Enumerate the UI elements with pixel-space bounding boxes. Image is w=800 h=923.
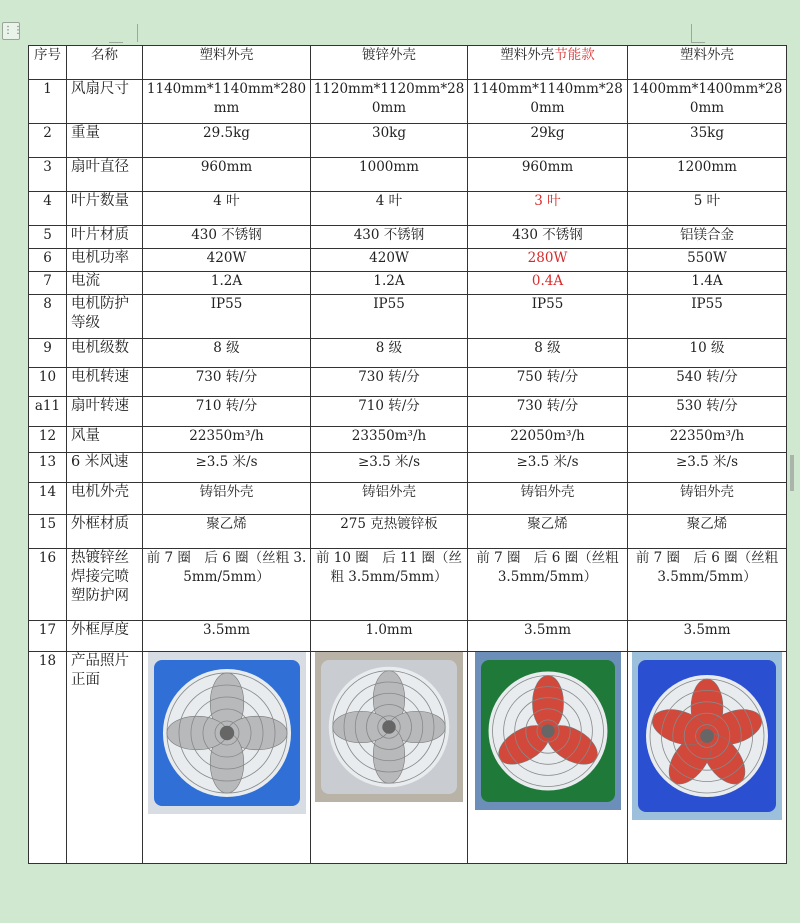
photo-cell [468,652,628,864]
spec-cell: 3.5mm [628,621,787,652]
spec-cell: 430 不锈钢 [143,226,311,249]
header-col: 塑料外壳 [628,46,787,80]
spec-cell: 275 克热镀锌板 [311,515,468,549]
header-col: 镀锌外壳 [311,46,468,80]
header-name: 名称 [67,46,143,80]
spec-cell: 29.5kg [143,124,311,158]
spec-cell: 前 7 圈 后 6 圈（丝粗 3.5mm/5mm） [468,549,628,621]
spec-cell: 1140mm*1140mm*280mm [468,80,628,124]
crop-mark [691,24,706,42]
spec-cell: 10 级 [628,339,787,368]
table-row [29,226,787,249]
spec-cell: 1140mm*1140mm*280mm [143,80,311,124]
spec-cell: 1400mm*1400mm*280mm [628,80,787,124]
spec-cell: 前 7 圈 后 6 圈（丝粗 3.5mm/5mm） [628,549,787,621]
spec-cell: 22350m³/h [628,427,787,453]
green-plastic-fan-photo [470,652,625,810]
spec-cell: 5 叶 [628,192,787,226]
row-index: 4 [29,192,67,226]
spec-cell: 8 级 [468,339,628,368]
spec-cell: ≥3.5 米/s [468,453,628,483]
row-name: 电机外壳 [67,483,143,515]
photo-row [29,652,787,864]
row-name: 风量 [67,427,143,453]
spec-cell: 35kg [628,124,787,158]
spec-cell: 铝镁合金 [628,226,787,249]
header-index: 序号 [29,46,67,80]
row-index: 1 [29,80,67,124]
spec-cell: IP55 [468,295,628,339]
row-index: 6 [29,249,67,272]
table-row [29,339,787,368]
spec-cell: 4 叶 [143,192,311,226]
photo-cell [311,652,468,864]
crop-mark [691,42,705,43]
drag-handle-icon[interactable]: ⋮⋮ [2,22,20,40]
spec-cell: 22350m³/h [143,427,311,453]
row-name: 电机功率 [67,249,143,272]
table-row [29,427,787,453]
row-name: 热镀锌丝焊接完喷塑防护网 [67,549,143,621]
row-name: 6 米风速 [67,453,143,483]
row-index: 18 [29,652,67,864]
spec-cell: 1.2A [143,272,311,295]
spec-cell: 730 转/分 [311,368,468,397]
spec-cell: 29kg [468,124,628,158]
table-row [29,80,787,124]
spec-cell: ≥3.5 米/s [311,453,468,483]
row-name: 扇叶转速 [67,397,143,427]
spec-table [28,45,787,864]
spec-cell: 710 转/分 [143,397,311,427]
spec-cell: 420W [311,249,468,272]
row-name: 电机级数 [67,339,143,368]
row-name: 电流 [67,272,143,295]
row-index: 9 [29,339,67,368]
spec-cell: 23350m³/h [311,427,468,453]
spec-cell: 730 转/分 [143,368,311,397]
spec-cell: 前 10 圈 后 11 圈（丝粗 3.5mm/5mm） [311,549,468,621]
header-col: 塑料外壳节能款 [468,46,628,80]
spec-cell: 铸铝外壳 [143,483,311,515]
blue-plastic-fan-photo [145,652,308,814]
spec-cell: 3.5mm [143,621,311,652]
spec-cell: 540 转/分 [628,368,787,397]
row-name: 外框厚度 [67,621,143,652]
spec-cell: 530 转/分 [628,397,787,427]
spec-cell: 1120mm*1120mm*280mm [311,80,468,124]
table-row [29,295,787,339]
spec-cell: 1.0mm [311,621,468,652]
row-index: 14 [29,483,67,515]
spec-cell: 4 叶 [311,192,468,226]
table-row [29,515,787,549]
spec-cell: IP55 [311,295,468,339]
header-row [29,46,787,80]
table-row [29,368,787,397]
row-index: 13 [29,453,67,483]
spec-cell: 420W [143,249,311,272]
row-name: 叶片数量 [67,192,143,226]
blue-large-fan-photo [630,652,784,820]
spec-cell: 710 转/分 [311,397,468,427]
header-col: 塑料外壳 [143,46,311,80]
spec-cell: 960mm [143,158,311,192]
row-name: 电机防护等级 [67,295,143,339]
spec-cell: 8 级 [143,339,311,368]
spec-cell: 聚乙烯 [628,515,787,549]
row-index: 2 [29,124,67,158]
spec-cell: 铸铝外壳 [628,483,787,515]
spec-cell: 1200mm [628,158,787,192]
spec-cell: 3.5mm [468,621,628,652]
spec-cell: ≥3.5 米/s [143,453,311,483]
row-index: 5 [29,226,67,249]
row-index: 12 [29,427,67,453]
crop-mark [123,24,138,42]
spec-cell: 8 级 [311,339,468,368]
row-index: 3 [29,158,67,192]
spec-cell: 280W [468,249,628,272]
spec-cell: 1.4A [628,272,787,295]
spec-cell: 22050m³/h [468,427,628,453]
row-index: 7 [29,272,67,295]
row-name: 产品照片正面 [67,652,143,864]
table-row [29,249,787,272]
galvanized-fan-photo [313,652,465,802]
row-name: 电机转速 [67,368,143,397]
table-row [29,397,787,427]
table-row [29,549,787,621]
spec-cell: 1.2A [311,272,468,295]
table-row [29,621,787,652]
spec-cell: 铸铝外壳 [311,483,468,515]
table-row [29,453,787,483]
row-name: 风扇尺寸 [67,80,143,124]
spec-cell: 0.4A [468,272,628,295]
row-index: 8 [29,295,67,339]
spec-cell: 3 叶 [468,192,628,226]
row-name: 重量 [67,124,143,158]
table-row [29,192,787,226]
row-name: 扇叶直径 [67,158,143,192]
spec-cell: 铸铝外壳 [468,483,628,515]
table-row [29,158,787,192]
row-name: 叶片材质 [67,226,143,249]
spec-cell: 730 转/分 [468,397,628,427]
photo-cell [143,652,311,864]
row-index: 15 [29,515,67,549]
spec-cell: 960mm [468,158,628,192]
spec-cell: 1000mm [311,158,468,192]
spec-cell: 前 7 圈 后 6 圈（丝粗 3.5mm/5mm） [143,549,311,621]
row-index: 10 [29,368,67,397]
row-name: 外框材质 [67,515,143,549]
spec-cell: IP55 [628,295,787,339]
spec-cell: 聚乙烯 [468,515,628,549]
spec-cell: ≥3.5 米/s [628,453,787,483]
table-row [29,124,787,158]
spec-cell: 550W [628,249,787,272]
spec-cell: 430 不锈钢 [468,226,628,249]
table-row [29,483,787,515]
spec-cell: 30kg [311,124,468,158]
row-index: 16 [29,549,67,621]
spec-cell: 750 转/分 [468,368,628,397]
row-index: 17 [29,621,67,652]
spec-cell: 聚乙烯 [143,515,311,549]
table-row [29,272,787,295]
row-index: a11 [29,397,67,427]
photo-cell [628,652,787,864]
spec-cell: IP55 [143,295,311,339]
crop-mark [109,42,123,43]
scrollbar-thumb[interactable] [790,455,794,491]
spec-cell: 430 不锈钢 [311,226,468,249]
